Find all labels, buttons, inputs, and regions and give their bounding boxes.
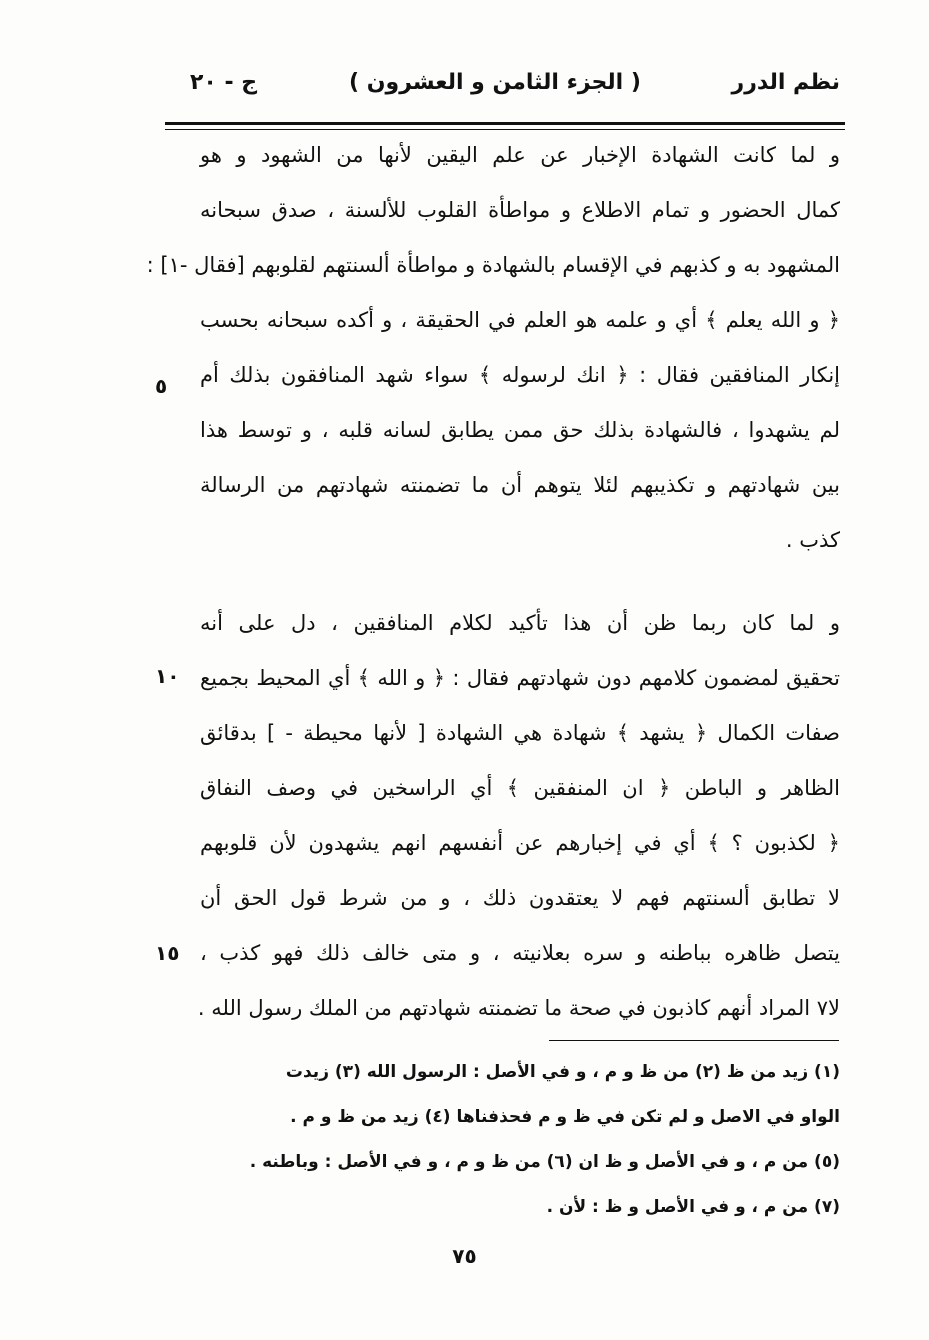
text-line: لم يشهدوا ، فالشهادة بذلك حق ممن يطابق لسانه قلبه ، و توسط هذا <box>200 418 840 442</box>
line-number: ١٥ <box>155 941 180 965</box>
text-line: الظاهر و الباطن ﴿ ان المنفقين ﴾ أي الراسخين في وصف النفاق <box>200 776 840 800</box>
part-title: ( الجزء الثامن و العشرون ) <box>349 70 641 95</box>
text-line: لا تطابق ألسنتهم فهم لا يعتقدون ذلك ، و من شرط قول الحق أن <box>200 886 840 910</box>
text-line: صفات الكمال ﴿ يشهد ﴾ شهادة هي الشهادة [ لأنها محيطة - ] بدقائق <box>200 721 840 745</box>
running-header <box>150 60 840 110</box>
text-line: كذب . <box>785 528 840 552</box>
footnote-line: (٧) من م ، و في الأصل و ظ : لأن . <box>546 1197 840 1217</box>
footnote-line: الواو في الاصل و لم تكن في ظ و م فحذفناها (٤) زيد من ظ و م . <box>290 1107 840 1127</box>
text-line: كمال الحضور و تمام الاطلاع و مواطأة القلوب للألسنة ، صدق سبحانه <box>200 198 840 222</box>
paragraph-gap <box>200 568 840 596</box>
text-line: تحقيق لمضمون كلامهم دون شهادتهم فقال : ﴿ و الله ﴾ أي المحيط بجميع <box>200 666 840 690</box>
text-line: و لما كانت الشهادة الإخبار عن علم اليقين لأنها من الشهود و هو <box>200 143 840 167</box>
text-line: ﴿ و الله يعلم ﴾ أي و علمه هو العلم في الحقيقة ، و أكده سبحانه بحسب <box>200 308 840 332</box>
text-line: المشهود به و كذبهم في الإقسام بالشهادة و مواطأة ألسنتهم لقلوبهم [فقال -١] : <box>146 253 840 277</box>
text-line: يتصل ظاهره بباطنه و سره بعلانيته ، و متى خالف ذلك فهو كذب ، <box>200 941 840 965</box>
text-line: ﴿ لكذبون ؟ ﴾ أي في إخبارهم عن أنفسهم انهم يشهدون لأن قلوبهم <box>200 831 840 855</box>
volume-number: ج - ٢٠ <box>190 70 258 95</box>
footnote-line: (١) زيد من ظ (٢) من ظ و م ، و في الأصل : الرسول الله (٣) زيدت <box>285 1062 840 1082</box>
text-line: لا٧ المراد أنهم كاذبون في صحة ما تضمنته شهادتهم من الملك رسول الله . <box>197 996 840 1020</box>
line-number: ٥ <box>155 374 168 398</box>
footnote-line: (٥) من م ، و في الأصل و ظ ان (٦) من ظ و م ، و في الأصل : وباطنه . <box>249 1152 840 1172</box>
footnotes <box>190 1050 840 1230</box>
book-title: نظم الدرر <box>731 70 840 95</box>
page-number: ٧٥ <box>452 1244 477 1268</box>
text-line: و لما كان ربما ظن أن هذا تأكيد لكلام المنافقين ، دل على أنه <box>200 611 840 635</box>
footnote-rule <box>549 1040 839 1041</box>
text-line: إنكار المنافقين فقال : ﴿ انك لرسوله ﴾ سواء شهد المنافقون بذلك أم <box>200 363 840 387</box>
line-number: ١٠ <box>155 664 180 688</box>
text-line: بين شهادتهم و تكذيبهم لئلا يتوهم أن ما تضمنته شهادتهم من الرسالة <box>200 473 840 497</box>
header-rule-thick <box>165 122 845 125</box>
